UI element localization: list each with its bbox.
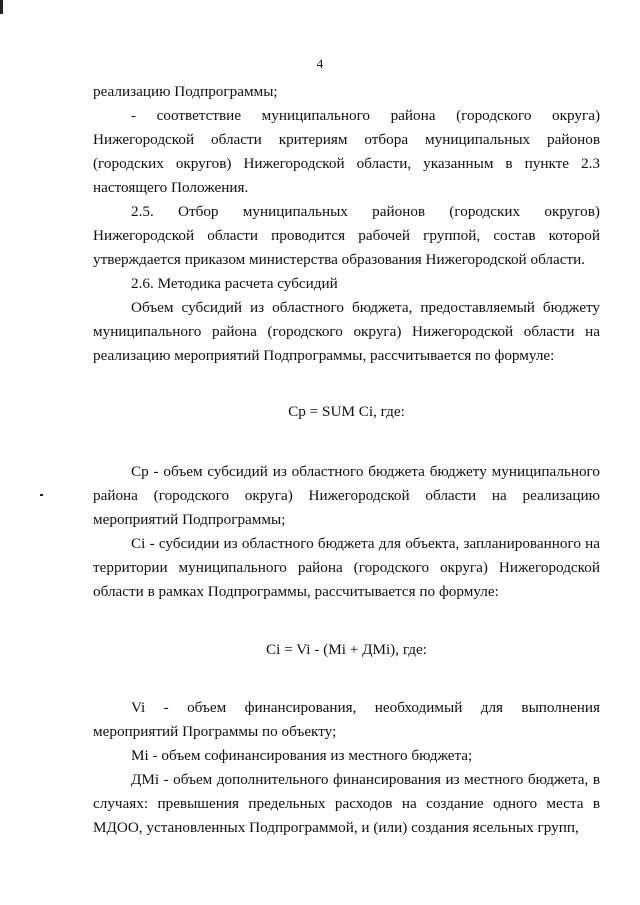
definition-ci: Ci - субсидии из областного бюджета для объекта, запланированного на территории муниципального района (городского округа) Нижегородской области в рамках Подпрограммы, рассчитывается по формуле: [93,535,600,600]
scan-dot [40,494,43,496]
formula-cp: Cp = SUM Ci, где: [288,403,405,420]
definition-dmi: ДMi - объем дополнительного финансирования из местного бюджета, в случаях: превышения предельных расходов на создание одного места в МДОО, установленных Подпрограммой, и (или) создания ясельных групп, [93,771,600,836]
definition-cp: Cp - объем субсидий из областного бюджета бюджету муниципального района (городского округа) Нижегородской области на реализацию мероприятий Подпрограммы; [93,463,600,528]
page-number: 4 [316,56,324,71]
paragraph-criteria: - соответствие муниципального района (городского округа) Нижегородской области критериям отбора муниципальных районов (городских округов) Нижегородской области, указанным в пункте 2.3 настоящего Положения. [93,107,600,196]
section-heading-2-6: 2.6. Методика расчета субсидий [131,275,338,292]
scan-mark [0,0,3,14]
document-body [93,80,600,840]
paragraph-subsidy-volume: Объем субсидий из областного бюджета, предоставляемый бюджету муниципального района (городского округа) Нижегородской области на реализацию мероприятий Подпрограммы, рассчитывается по формуле: [93,299,600,364]
paragraph-2-5: 2.5. Отбор муниципальных районов (городских округов) Нижегородской области проводится рабочей группой, состав которой утверждается приказом министерства образования Нижегородской области. [93,203,600,268]
paragraph-continuation: реализацию Подпрограммы; [93,83,278,100]
formula-ci: Ci = Vi - (Mi + ДMi), где: [266,641,427,658]
definition-mi: Mi - объем софинансирования из местного бюджета; [131,747,473,764]
definition-vi: Vi - объем финансирования, необходимый для выполнения мероприятий Программы по объекту; [93,699,600,740]
